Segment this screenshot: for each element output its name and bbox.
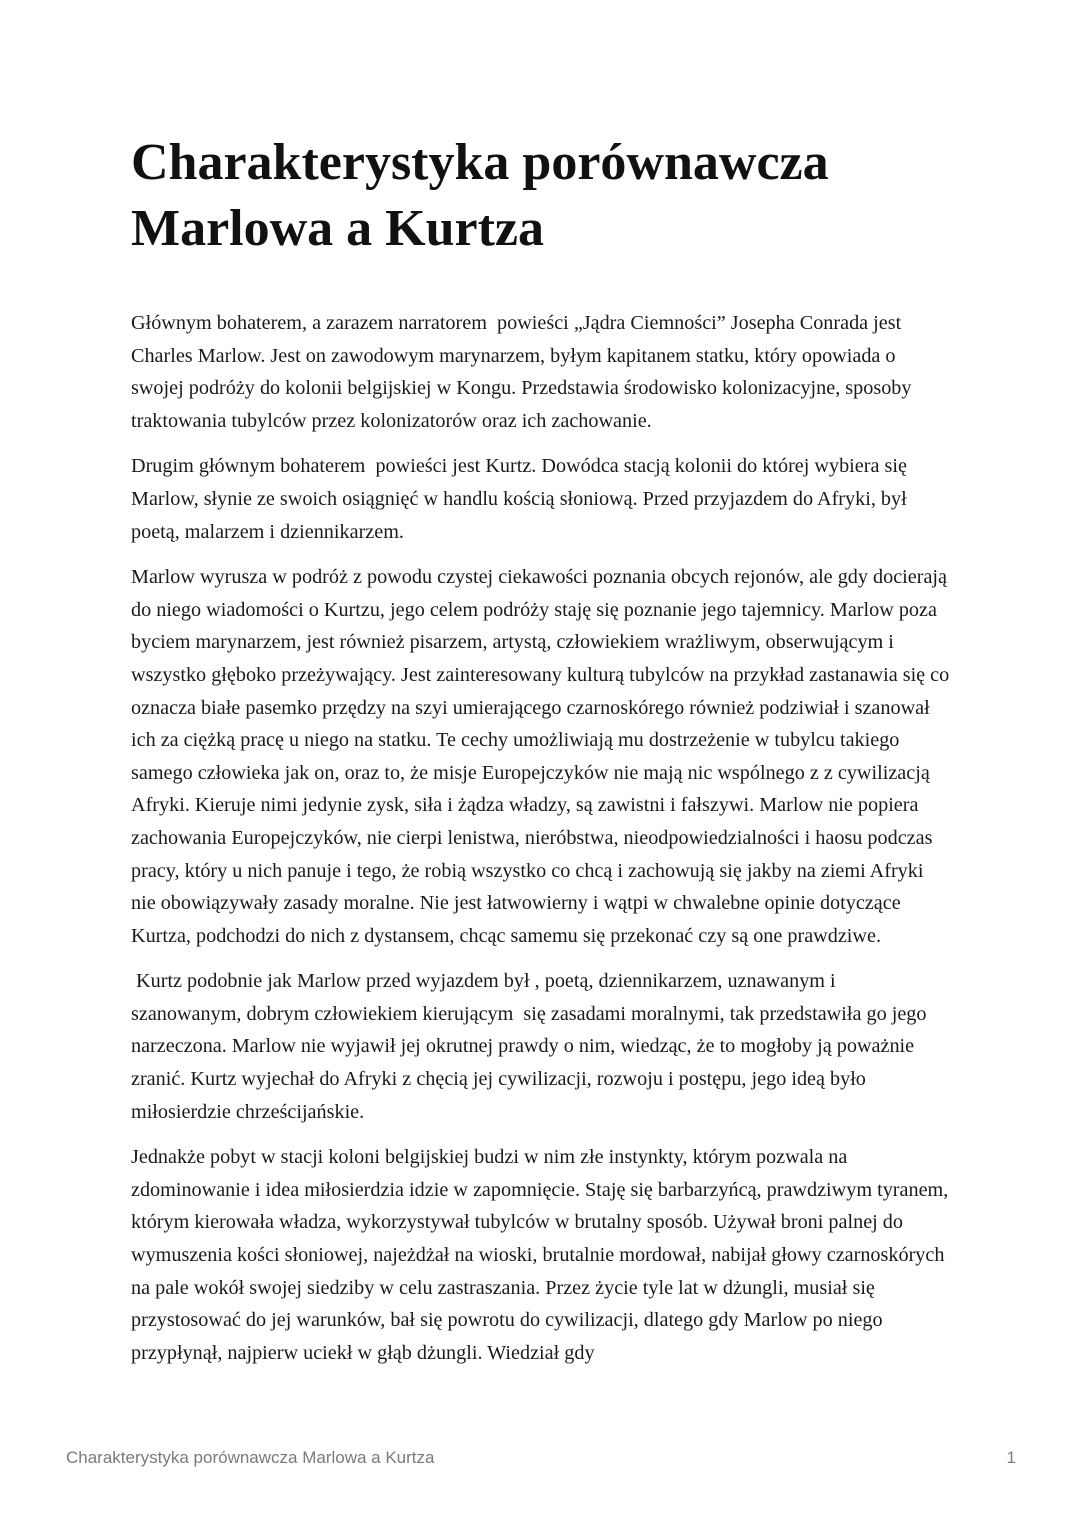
page-footer — [66, 1448, 1016, 1472]
paragraph-4: Kurtz podobnie jak Marlow przed wyjazdem był , poetą, dziennikarzem, uznawanym i szanowanym, dobrym człowiekiem kierującym się zasadami moralnymi, tak przedstawiła go jego narzeczona. Marlow nie wyjawił jej okrutnej prawdy o nim, wiedząc, że to mogłoby ją poważnie zranić. Kurtz wyjechał do Afryki z chęcią jej cywilizacji, rozwoju i postępu, jego ideą było miłosierdzie chrześcijańskie. — [131, 970, 932, 1123]
page-number: 1 — [1006, 1448, 1016, 1467]
page-content — [131, 130, 955, 1382]
footer-title: Charakterystyka porównawcza Marlowa a Kurtza — [66, 1448, 435, 1467]
document-body — [131, 307, 955, 1369]
paragraph-3: Marlow wyrusza w podróż z powodu czystej ciekawości poznania obcych rejonów, ale gdy docierają do niego wiadomości o Kurtzu, jego celem podróży staję się poznanie jego tajemnicy. Marlow poza byciem marynarzem, jest również pisarzem, artystą, człowiekiem wrażliwym, obserwującym i wszystko głęboko przeżywający. Jest zainteresowany kulturą tubylców na przykład zastanawia się co oznacza białe pasemko przędzy na szyi umierającego czarnoskórego również podziwiał i szanował ich za ciężką pracę u niego na statku. Te cechy umożliwiają mu dostrzeżenie w tubylcu takiego samego człowieka jak on, oraz to, że misje Europejczyków nie mają nic wspólnego z z cywilizacją Afryki. Kieruje nimi jedynie zysk, siła i żądza władzy, są zawistni i fałszywi. Marlow nie popiera zachowania Europejczyków, nie cierpi lenistwa, nieróbstwa, nieodpowiedzialności i haosu podczas pracy, który u nich panuje i tego, że robią wszystko co chcą i zachowują się jakby na ziemi Afryki nie obowiązywały zasady moralne. Nie jest łatwowierny i wątpi w chwalebne opinie dotyczące Kurtza, podchodzi do nich z dystansem, chcąc samemu się przekonać czy są one prawdziwe. — [131, 566, 955, 947]
document-title: Charakterystyka porównawcza Marlowa a Kurtza — [131, 134, 829, 257]
paragraph-5: Jednakże pobyt w stacji koloni belgijskiej budzi w nim złe instynkty, którym pozwala na zdominowanie i idea miłosierdzia idzie w zapomnięcie. Staję się barbarzyńcą, prawdziwym tyranem, którym kierowała władza, wykorzystywał tubylców w brutalny sposób. Używał broni palnej do wymuszenia kości słoniowej, najeżdżał na wioski, brutalnie mordował, nabijał głowy czarnoskórych na pale wokół swojej siedziby w celu zastraszania. Przez życie tyle lat w dżungli, musiał się przystosować do jej warunków, bał się powrotu do cywilizacji, dlatego gdy Marlow po niego przypłynął, najpierw uciekł w głąb dżungli. Wiedział gdy — [131, 1146, 954, 1364]
paragraph-2: Drugim głównym bohaterem powieści jest Kurtz. Dowódca stacją kolonii do której wybiera się Marlow, słynie ze swoich osiągnięć w handlu kością słoniową. Przed przyjazdem do Afryki, był poetą, malarzem i dziennikarzem. — [131, 455, 912, 543]
paragraph-1: Głównym bohaterem, a zarazem narratorem powieści „Jądra Ciemności” Josepha Conrada jest Charles Marlow. Jest on zawodowym marynarzem, byłym kapitanem statku, który opowiada o swojej podróży do kolonii belgijskiej w Kongu. Przedstawia środowisko kolonizacyjne, sposoby traktowania tubylców przez kolonizatorów oraz ich zachowanie. — [131, 312, 917, 432]
